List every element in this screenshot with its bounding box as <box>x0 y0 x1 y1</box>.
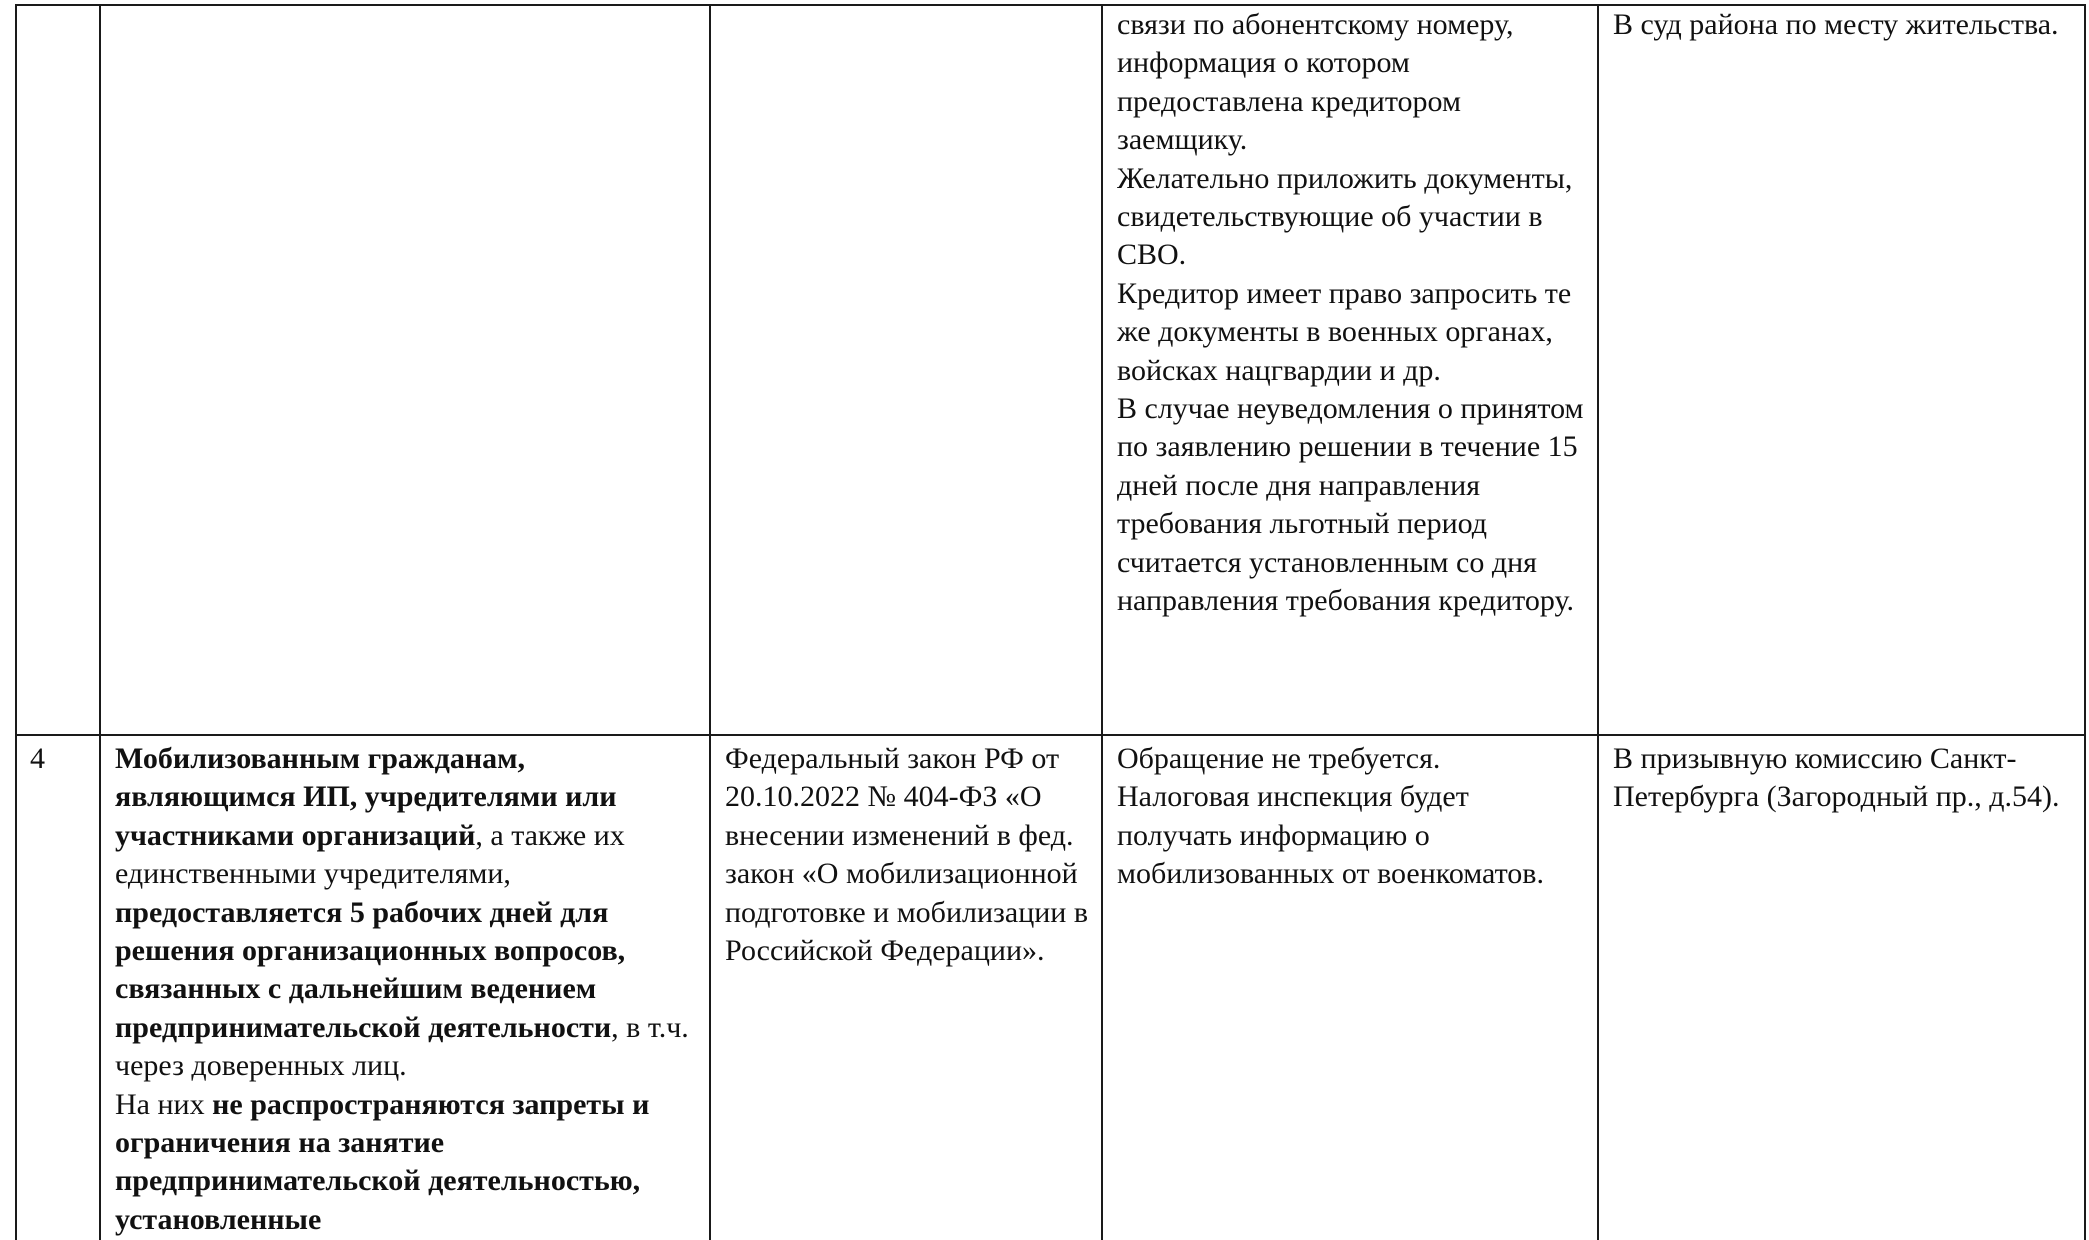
category-bold-text: предоставляется 5 рабочих дней для решения организационных вопросов, связанных с дальнейшим ведением предпринимательской деятельности <box>115 895 626 1044</box>
category-bold-text: не распространяются запреты и ограничения на занятие предпринимательской деятельностью, установленные <box>115 1087 650 1236</box>
category-bold-text: Мобилизованным гражданам, являющимся ИП, учредителями или участниками организаций <box>115 742 617 852</box>
benefits-table <box>15 4 2086 1240</box>
where-to-apply-cell <box>1598 5 2085 735</box>
how-to-apply-paragraph: Кредитор имеет право запросить те же документы в военных органах, войсках нацгвардии и др. <box>1117 276 1572 387</box>
table-row <box>16 5 2085 735</box>
how-to-apply-paragraph: Налоговая инспекция будет получать информацию о мобилизованных от военкоматов. <box>1117 780 1544 891</box>
how-to-apply-paragraph: связи по абонентскому номеру, информация о котором предоставлена кредитором заемщику. <box>1117 8 1514 157</box>
how-to-apply-paragraph: В случае неуведомления о принятом по заявлению решении в течение 15 дней после дня направления требования льготный период считается установленным со дня направления требования кредитору. <box>1117 392 1584 618</box>
row-number-cell <box>16 735 100 1240</box>
where-to-apply-text: В призывную комиссию Санкт-Петербурга (Загородный пр., д.54). <box>1613 742 2060 814</box>
category-text: , в т.ч. через доверенных лиц. <box>115 1010 689 1083</box>
category-paragraph <box>115 740 699 1086</box>
where-to-apply-text: В суд района по месту жительства. <box>1613 8 2059 41</box>
how-to-apply-cell <box>1102 5 1598 735</box>
category-text: , а также их единственными учредителями, <box>115 818 625 891</box>
where-to-apply-cell <box>1598 735 2085 1240</box>
how-to-apply-paragraph: Желательно приложить документы, свидетельствующие об участии в СВО. <box>1117 161 1573 272</box>
category-cell <box>100 735 710 1240</box>
category-paragraph <box>115 1086 699 1240</box>
category-text: На них <box>115 1087 213 1121</box>
law-cell <box>710 5 1102 735</box>
row-number-cell <box>16 5 100 735</box>
category-cell <box>100 5 710 735</box>
law-cell <box>710 735 1102 1240</box>
table-row <box>16 735 2085 1240</box>
how-to-apply-paragraph: Обращение не требуется. <box>1117 742 1441 775</box>
how-to-apply-cell <box>1102 735 1598 1240</box>
law-text: Федеральный закон РФ от 20.10.2022 № 404-ФЗ «О внесении изменений в фед. закон «О мобилизационной подготовке и мобилизации в Российской Федерации». <box>725 742 1089 968</box>
row-number: 4 <box>30 742 45 775</box>
